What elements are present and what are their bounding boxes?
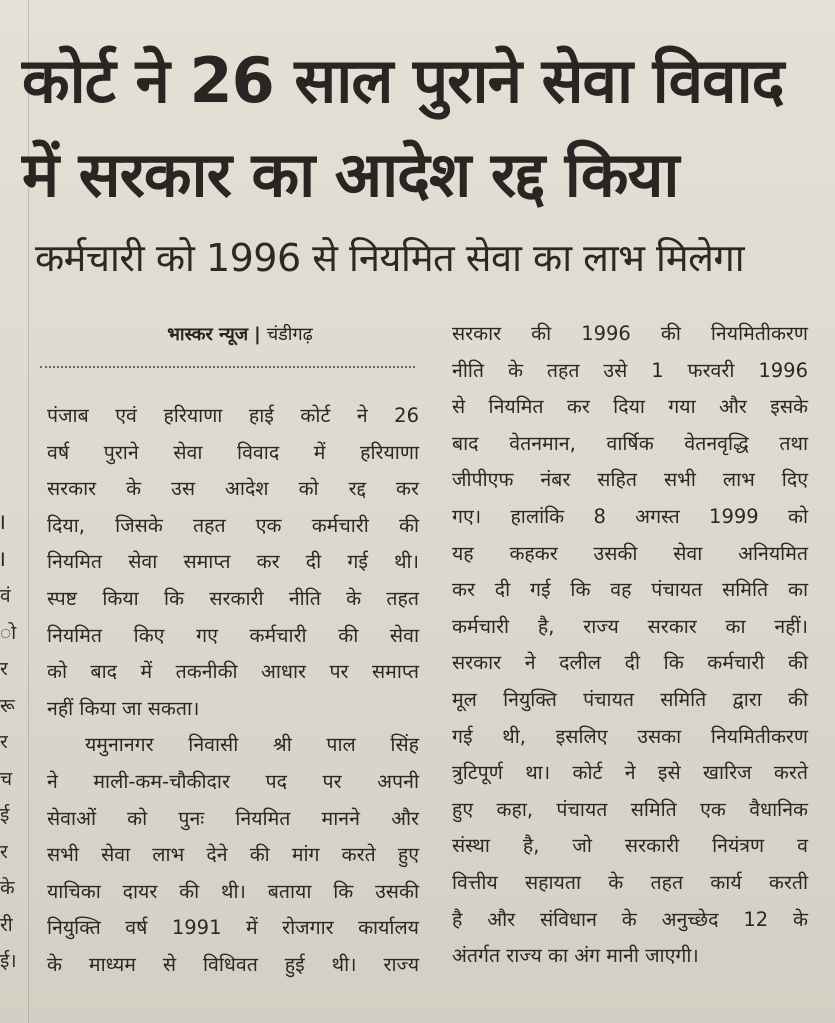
- text-line: से नियमित कर दिया गया और इसके: [452, 395, 808, 419]
- text-line: यह कहकर उसकी सेवा अनियमित: [452, 541, 808, 565]
- text-line: कर्मचारी है, राज्य सरकार का नहीं।: [452, 614, 808, 638]
- text-line: त्रुटिपूर्ण था। कोर्ट ने इसे खारिज करते: [452, 761, 808, 785]
- text-line: स्पष्ट किया कि सरकारी नीति के तहत: [47, 586, 419, 610]
- edge-fragment: वं: [0, 585, 11, 607]
- text-line: नीति के तहत उसे 1 फरवरी 1996: [452, 358, 808, 382]
- text-line: सेवाओं को पुनः नियमित मानने और: [47, 806, 419, 830]
- edge-fragment: ई।: [0, 950, 17, 972]
- text-line: नियमित सेवा समाप्त कर दी गई थी।: [47, 550, 419, 574]
- edge-fragment: I: [0, 548, 6, 571]
- text-line: अंतर्गत राज्य का अंग मानी जाएगी।: [452, 944, 699, 968]
- text-line: जीपीएफ नंबर सहित सभी लाभ दिए: [452, 468, 808, 492]
- text-line: गए। हालांकि 8 अगस्त 1999 को: [452, 504, 808, 528]
- edge-fragment: ो: [0, 621, 17, 644]
- text-line: याचिका दायर की थी। बताया कि उसकी: [47, 879, 419, 903]
- text-line: हुए कहा, पंचायत समिति एक वैधानिक: [452, 797, 808, 821]
- text-line: नहीं किया जा सकता।: [47, 696, 200, 720]
- text-line: दिया, जिसके तहत एक कर्मचारी की: [47, 513, 419, 537]
- subheadline: कर्मचारी को 1996 से नियमित सेवा का लाभ मिलेगा: [35, 236, 745, 280]
- text-line: ने माली-कम-चौकीदार पद पर अपनी: [47, 769, 419, 793]
- text-line: नियुक्ति वर्ष 1991 में रोजगार कार्यालय: [47, 916, 419, 940]
- headline-line-2: में सरकार का आदेश रद्द किया: [22, 138, 679, 211]
- text-line: है और संविधान के अनुच्छेद 12 के: [452, 907, 808, 931]
- byline-separator: |: [254, 324, 261, 345]
- text-line: यमुनानगर निवासी श्री पाल सिंह: [85, 733, 419, 757]
- text-line: गई थी, इसलिए उसका नियमितीकरण: [452, 724, 808, 748]
- edge-fragment: र: [0, 731, 8, 753]
- text-line: सरकार ने दलील दी कि कर्मचारी की: [452, 651, 808, 675]
- article-column-2: [452, 316, 808, 975]
- byline: [60, 320, 420, 350]
- byline-divider: [40, 366, 415, 368]
- edge-fragment: र: [0, 840, 8, 863]
- edge-fragment: रू: [0, 694, 15, 717]
- text-line: सरकार की 1996 की नियमितीकरण: [452, 322, 808, 345]
- text-line: बाद वेतनमान, वार्षिक वेतनवृद्धि तथा: [452, 431, 808, 455]
- text-line: को बाद में तकनीकी आधार पर समाप्त: [47, 660, 419, 684]
- text-line: सरकार के उस आदेश को रद्द कर: [47, 477, 419, 501]
- edge-fragment: के: [0, 877, 15, 899]
- edge-fragment: री: [0, 913, 13, 936]
- text-line: कर दी गई कि वह पंचायत समिति का: [452, 578, 808, 602]
- headline-line-1: कोर्ट ने 26 साल पुराने सेवा विवाद: [22, 44, 784, 117]
- edge-fragment: र: [0, 658, 8, 680]
- text-line: वित्तीय सहायता के तहत कार्य करती: [452, 870, 808, 894]
- article-column-1: [47, 398, 419, 984]
- text-line: पंजाब एवं हरियाणा हाई कोर्ट ने 26: [47, 404, 419, 427]
- byline-place: चंडीगढ़: [266, 324, 313, 345]
- byline-source: भास्कर न्यूज: [167, 324, 249, 345]
- text-line: के माध्यम से विधिवत हुई थी। राज्य: [47, 952, 419, 976]
- text-line: संस्था है, जो सरकारी नियंत्रण व: [452, 834, 808, 858]
- edge-fragment: I: [0, 512, 6, 534]
- text-line: वर्ष पुराने सेवा विवाद में हरियाणा: [47, 440, 419, 464]
- edge-fragment: च: [0, 767, 13, 790]
- text-line: नियमित किए गए कर्मचारी की सेवा: [47, 623, 419, 647]
- adjacent-column-edge: [0, 505, 17, 980]
- edge-fragment: ई: [0, 804, 10, 826]
- text-line: मूल नियुक्ति पंचायत समिति द्वारा की: [452, 687, 808, 711]
- text-line: सभी सेवा लाभ देने की मांग करते हुए: [47, 843, 419, 867]
